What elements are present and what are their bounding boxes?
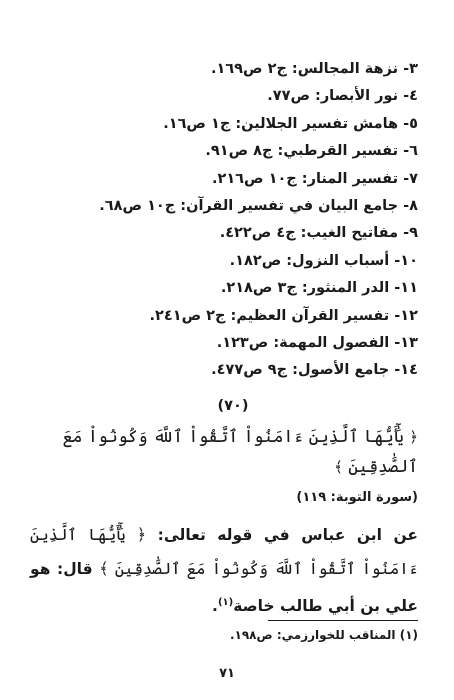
narration-quote: ﴿ يَٰٓأَيُّهَا ٱلَّذِينَ ءَامَنُواْ ٱتَّقُواْ ٱللَّهَ وَكُونُواْ مَعَ ٱلصَّٰدِقِينَ ﴾ (30, 525, 419, 578)
reference-item: ١٤- جامع الأصول: ج٩ ص٤٧٧. (211, 362, 418, 379)
quran-verse (30, 422, 418, 482)
narration-intro: عن ابن عباس في قوله تعالى: (157, 526, 418, 544)
reference-item: ٨- جامع البيان في تفسير القرآن: ج١٠ ص٦٨. (99, 197, 418, 214)
verse-number (0, 398, 454, 414)
reference-item: ١٢- تفسير القرآن العظيم: ج٢ ص٢٤١. (149, 307, 418, 324)
footnote-divider (268, 620, 418, 621)
narration-end: . (212, 597, 218, 616)
verse-number-text: (٧٠) (217, 398, 249, 414)
reference-list (30, 56, 418, 385)
verse-open-bracket: ﴿ (409, 428, 418, 446)
footnote: (١) المناقب للخوارزمي: ص١٩٨. (229, 628, 418, 642)
page-number: ٧١ (219, 666, 235, 681)
reference-item: ٧- تفسير المنار: ج١٠ ص٢١٦. (211, 170, 418, 187)
surah-reference: (سورة التوبة: ١١٩) (296, 490, 418, 505)
reference-item: ٦- تفسير القرطبي: ج٨ ص٩١. (205, 143, 418, 160)
reference-item: ٤- نور الأبصار: ص٧٧. (267, 88, 418, 105)
verse-close-bracket: ﴾ (334, 458, 343, 476)
reference-item: ٩- مفاتيح الغيب: ج٤ ص٤٢٢. (219, 225, 418, 242)
footnote-marker[interactable]: (١) (217, 597, 234, 608)
reference-item: ١٠- أسباب النزول: ص١٨٢. (229, 252, 418, 269)
reference-item: ١٣- الفصول المهمة: ص١٢٣. (216, 334, 418, 351)
narration-paragraph (30, 518, 418, 623)
reference-item: ١١- الدر المنثور: ج٣ ص٢١٨. (220, 280, 418, 297)
reference-item: ٥- هامش تفسير الجلالين: ج١ ص١٦. (163, 115, 418, 132)
verse-text: يَٰٓأَيُّهَا ٱلَّذِينَ ءَامَنُواْ ٱتَّقُواْ ٱللَّهَ وَكُونُواْ مَعَ ٱلصَّٰدِقِينَ (62, 427, 418, 477)
reference-item: ٣- نزهة المجالس: ج٢ ص١٦٩. (210, 61, 418, 77)
narration-said: قال: هو علي بن أبي طالب خاصة (30, 560, 418, 616)
